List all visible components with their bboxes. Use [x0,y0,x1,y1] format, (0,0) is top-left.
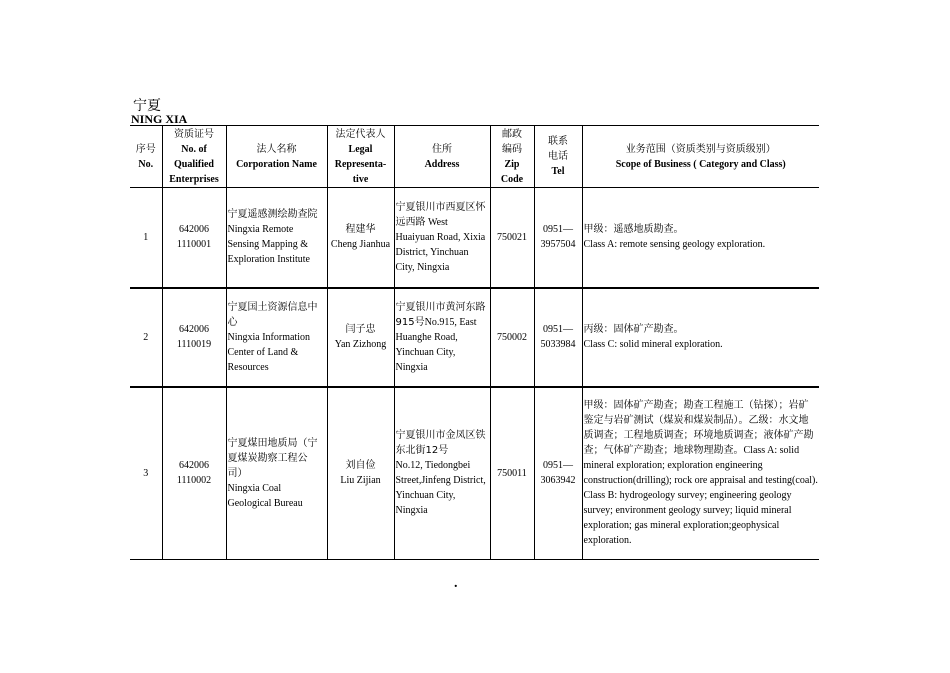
address: 宁夏银川市西夏区怀远西路 West Huaiyuan Road, Xixia District, Yinchuan City, Ningxia [394,188,490,288]
telephone: 0951— 3957504 [534,188,582,288]
header-cert-no: 资质证号 No. of Qualified Enterprises [162,126,226,188]
header-address: 住所 Address [394,126,490,188]
table-row [130,288,819,387]
region-title-english: NING XIA [131,112,188,126]
zip-code: 750011 [490,387,534,560]
corporation-name: 宁夏遥感测绘勘查院 Ningxia Remote Sensing Mapping & Exploration Institute [226,188,327,288]
cert-no: 642006 1110002 [162,387,226,560]
table-row [130,387,819,560]
header-corporation: 法人名称 Corporation Name [226,126,327,188]
business-scope: 甲级：遥感地质勘查。 Class A: remote sensing geology exploration. [583,224,766,251]
header-legal-rep: 法定代表人 Legal Representa- tive [327,126,394,188]
footer-mark: . [454,576,458,591]
cert-no: 642006 1110019 [162,288,226,387]
business-scope: 丙级：固体矿产勘查。 Class C: solid mineral exploration. [583,324,723,350]
header-scope: 业务范围（资质类别与资质级别） Scope of Business ( Category and Class) [582,126,819,188]
table-row [130,188,819,288]
address: 宁夏银川市金凤区铁东北街12号 No.12, Tiedongbei Street,Jinfeng District, Yinchuan City, Ningxia [394,387,490,560]
telephone: 0951— 3063942 [534,387,582,560]
enterprise-table [130,125,819,560]
corporation-name: 宁夏煤田地质局（宁夏煤炭勘察工程公司） Ningxia Coal Geological Bureau [226,387,327,560]
legal-rep: 刘自俭 Liu Zijian [327,387,394,560]
row-no: 3 [130,387,162,560]
zip-code: 750002 [490,288,534,387]
telephone: 0951— 5033984 [534,288,582,387]
legal-rep: 闫子忠 Yan Zizhong [327,288,394,387]
region-title-chinese: 宁夏 [133,98,161,114]
corporation-name: 宁夏国土资源信息中心 Ningxia Information Center of Land & Resources [226,288,327,387]
table-header-row [130,126,819,188]
header-no: 序号 No. [130,126,162,188]
cert-no: 642006 1110001 [162,188,226,288]
legal-rep: 程建华 Cheng Jianhua [327,188,394,288]
row-no: 1 [130,188,162,288]
business-scope: 甲级：固体矿产勘查；勘查工程施工（钻探）；岩矿鉴定与岩矿测试（煤炭和煤炭制品）。乙级：水文地质调查；工程地质调查；环境地质调查；液体矿产勘查；气体矿产勘查；地球物理勘查。Class A: solid mineral exploration; exploration engineering construction(drilling); rock ore appraisal and testing(coal). Class B: hydrogeology survey; engineering geology survey; environment geology survey; liquid mineral exploration; gas mineral exploration;geophysical exploration. [583,400,818,547]
address: 宁夏银川市黄河东路915号No.915, East Huanghe Road, Yinchuan City, Ningxia [394,288,490,387]
zip-code: 750021 [490,188,534,288]
header-tel: 联系 电话 Tel [534,126,582,188]
header-zip: 邮政 编码 Zip Code [490,126,534,188]
row-no: 2 [130,288,162,387]
